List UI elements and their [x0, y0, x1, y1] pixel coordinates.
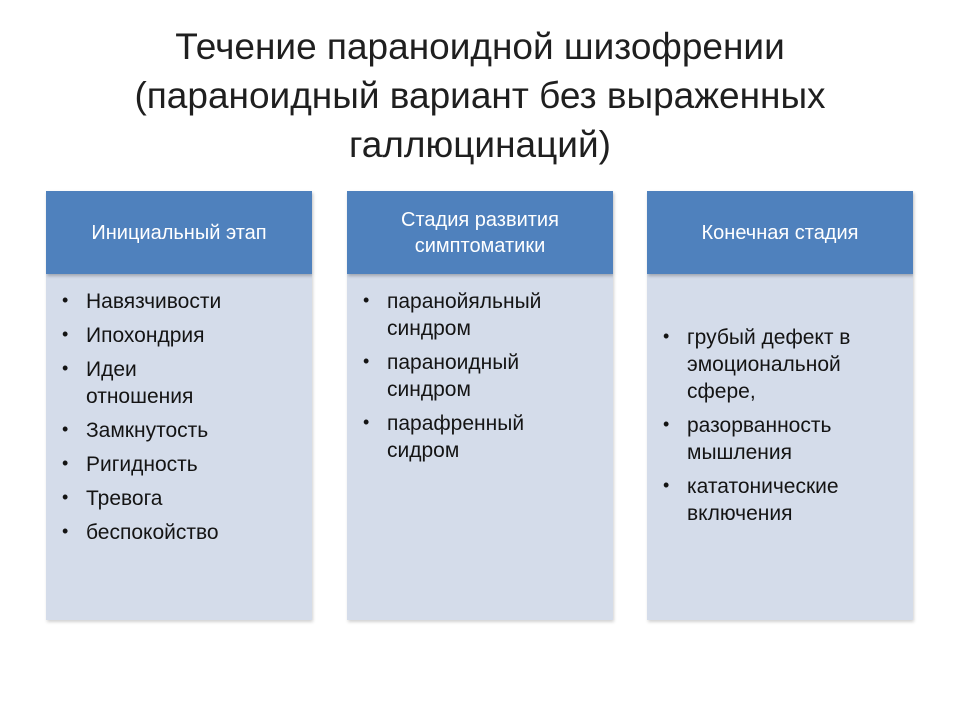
bullet-icon: •	[62, 358, 69, 378]
slide-title	[60, 22, 900, 169]
bullet-icon: •	[663, 475, 670, 495]
bullet-icon: •	[663, 414, 670, 434]
list-item: • Тревога	[60, 485, 296, 512]
list-item: • Навязчивости	[60, 288, 296, 315]
bullet-icon: •	[363, 290, 370, 310]
list-item: • Ригидность	[60, 451, 296, 478]
list-item: • паранойяльный синдром	[361, 288, 587, 342]
title-line-2: (параноидный вариант без выраженных	[134, 75, 826, 116]
column-symptom-development	[347, 191, 613, 620]
column-body	[347, 274, 613, 620]
list-item: • беспокойство	[60, 519, 296, 546]
column-header	[46, 191, 312, 274]
column-initial-stage	[46, 191, 312, 620]
bullet-list	[361, 288, 597, 471]
column-header	[647, 191, 913, 274]
bullet-icon: •	[62, 290, 69, 310]
bullet-list	[60, 288, 296, 553]
list-item: • парафренный сидром	[361, 410, 587, 464]
list-item: • кататонические включения	[661, 473, 897, 527]
bullet-icon: •	[62, 453, 69, 473]
column-header-label: Стадия развития симптоматики	[401, 208, 559, 257]
title-line-1: Течение параноидной шизофрении	[175, 26, 785, 67]
bullet-icon: •	[62, 521, 69, 541]
bullet-icon: •	[363, 412, 370, 432]
bullet-list	[661, 324, 897, 534]
bullet-icon: •	[62, 324, 69, 344]
column-body	[647, 274, 913, 620]
list-item: • Ипохондрия	[60, 322, 296, 349]
list-item: • Замкнутость	[60, 417, 296, 444]
column-header	[347, 191, 613, 274]
bullet-icon: •	[363, 351, 370, 371]
list-item: • параноидный синдром	[361, 349, 587, 403]
column-header-label: Инициальный этап	[91, 221, 267, 244]
list-item: • грубый дефект в эмоциональной сфере,	[661, 324, 897, 405]
bullet-icon: •	[62, 487, 69, 507]
column-body	[46, 274, 312, 620]
list-item: • Идеи отношения	[60, 356, 196, 410]
list-item: • разорванность мышления	[661, 412, 887, 466]
column-final-stage	[647, 191, 913, 620]
title-line-3: галлюцинаций)	[349, 124, 611, 165]
bullet-icon: •	[663, 326, 670, 346]
column-header-label: Конечная стадия	[701, 221, 859, 244]
bullet-icon: •	[62, 419, 69, 439]
